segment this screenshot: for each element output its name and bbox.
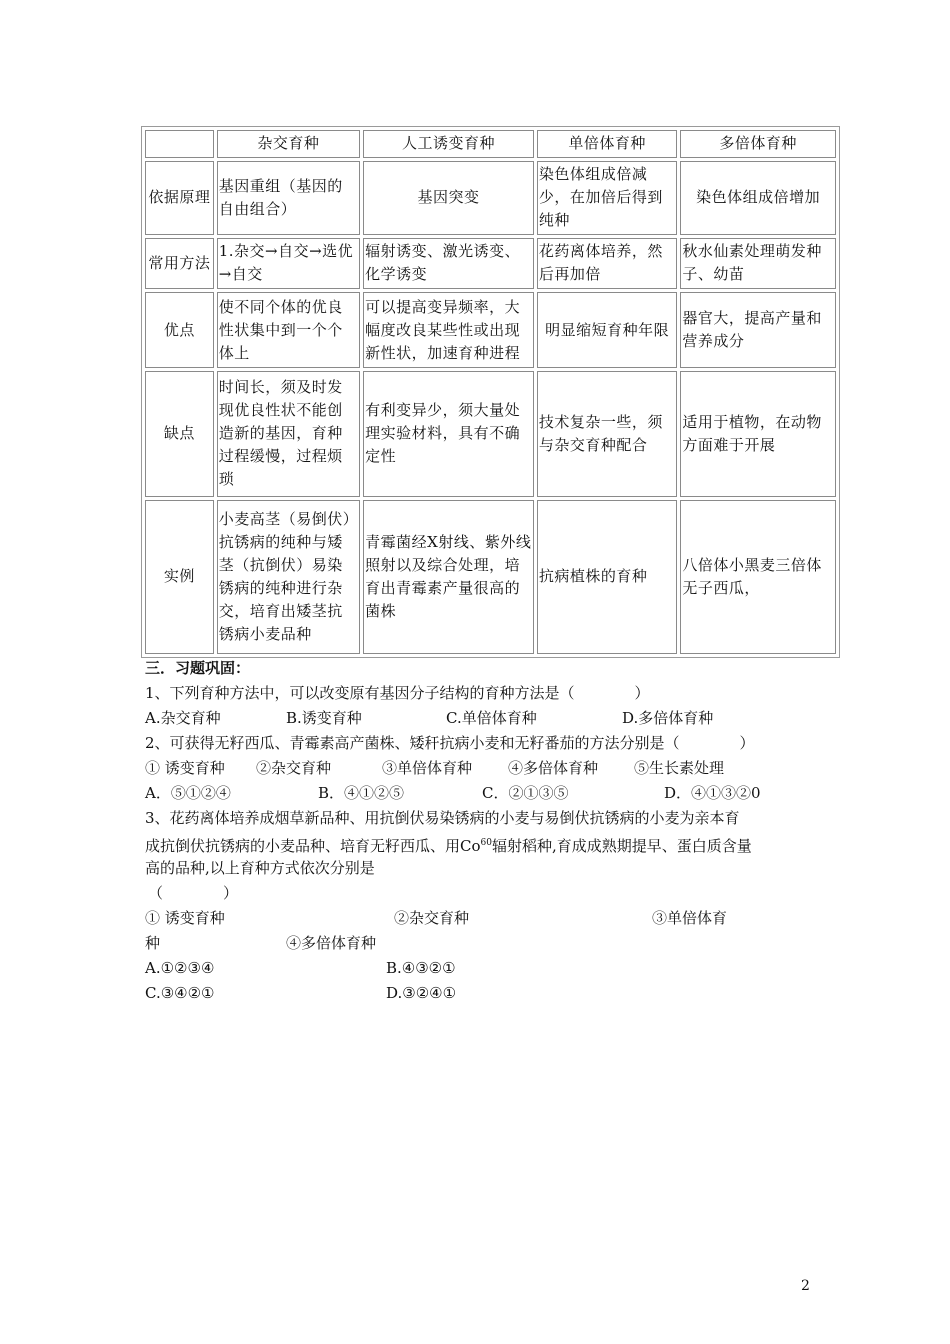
table-cell: 青霉菌经X射线、紫外线照射以及综合处理，培育出青霉素产量很高的菌株 [363,500,534,654]
q1-option-a: A.杂交育种 [145,709,221,727]
table-cell: 秋水仙素处理萌发种子、幼苗 [680,238,836,289]
table-header-cell: 人工诱变育种 [363,130,534,158]
section-title: 三．习题巩固： [145,659,251,677]
question-3-stem-line1: 3、花药离体培养成烟草新品种、用抗倒伏易染锈病的小麦与易倒伏抗锈病的小麦为亲本育 [145,809,740,827]
table-cell: 辐射诱变、激光诱变、化学诱变 [363,238,534,289]
q2-option-c: C．②①③⑤ [482,784,569,802]
table-cell: 基因重组（基因的自由组合） [217,161,360,235]
q3-method-3: ③单倍体育 [652,909,728,927]
q3-method-4: ④多倍体育种 [286,934,377,952]
q1-option-c: C.单倍体育种 [446,709,537,727]
superscript: 60 [480,838,492,848]
row-label: 常用方法 [145,238,214,289]
q1-option-d: D.多倍体育种 [622,709,714,727]
table-cell: 使不同个体的优良性状集中到一个个体上 [217,292,360,368]
q3-option-d: D.③②④① [386,984,457,1002]
table-header-row [145,130,836,158]
answer-parentheses: （ ） [148,884,239,902]
q3-method-1: ① 诱变育种 [145,909,225,927]
table-cell: 时间长，须及时发现优良性状不能创造新的基因，育种过程缓慢，过程烦琐 [217,371,360,496]
q3-method-2: ②杂交育种 [394,909,470,927]
table-cell: 器官大，提高产量和营养成分 [680,292,836,368]
table-cell: 抗病植株的育种 [537,500,677,654]
page-number: 2 [801,1278,810,1294]
table-cell: 染色体组成倍减少，在加倍后得到纯种 [537,161,677,235]
row-label: 优点 [145,292,214,368]
q2-option-a: A．⑤①②④ [145,784,231,802]
table-cell: 明显缩短育种年限 [537,292,677,368]
table-cell: 适用于植物，在动物方面难于开展 [680,371,836,496]
table-cell: 1.杂交→自交→选优→自交 [217,238,360,289]
q2-method: ②杂交育种 [256,759,332,777]
stem-text: 辐射稻种,育成成熟期提早、蛋白质含量 [491,837,752,855]
table-cell: 基因突变 [363,161,534,235]
row-label: 缺点 [145,371,214,496]
table-header-cell: 杂交育种 [217,130,360,158]
row-label: 实例 [145,500,214,654]
table-header-cell [145,130,214,158]
q2-method: ③单倍体育种 [382,759,473,777]
q3-option-b: B.④③②① [386,959,456,977]
table-row [145,161,836,235]
question-3-stem-line3: 高的品种,以上育种方式依次分别是 [145,859,375,877]
table-cell: 染色体组成倍增加 [680,161,836,235]
table-row [145,238,836,289]
table-cell: 可以提高变异频率，大幅度改良某些性或出现新性状，加速育种进程 [363,292,534,368]
q2-method: ⑤生长素处理 [634,759,725,777]
question-1-stem: 1、下列育种方法中，可以改变原有基因分子结构的育种方法是（ ） [145,684,650,702]
table-row [145,371,836,496]
q2-option-b: B．④①②⑤ [318,784,405,802]
table-cell: 八倍体小黑麦三倍体无子西瓜， [680,500,836,654]
stem-text: 成抗倒伏抗锈病的小麦品种、培育无籽西瓜、用Co [145,837,481,855]
table-row [145,292,836,368]
table-header-cell: 多倍体育种 [680,130,836,158]
question-2-stem: 2、可获得无籽西瓜、青霉素高产菌株、矮秆抗病小麦和无籽番茄的方法分别是（ ） [145,734,755,752]
q3-method-3-cont: 种 [145,934,161,952]
q1-option-b: B.诱变育种 [286,709,362,727]
table-row [145,500,836,654]
table-cell: 小麦高茎（易倒伏）抗锈病的纯种与矮茎（抗倒伏）易染锈病的纯种进行杂交，培育出矮茎抗锈病小麦品种 [217,500,360,654]
q3-option-c: C.③④②① [145,984,215,1002]
q2-method: ④多倍体育种 [508,759,599,777]
table-cell: 花药离体培养，然后再加倍 [537,238,677,289]
table-cell: 技术复杂一些，须与杂交育种配合 [537,371,677,496]
breeding-comparison-table [141,126,840,658]
question-3-stem-line2 [145,831,752,858]
table-cell: 有利变异少，须大量处理实验材料，具有不确定性 [363,371,534,496]
row-label: 依据原理 [145,161,214,235]
q2-method: ① 诱变育种 [145,759,225,777]
q3-option-a: A.①②③④ [145,959,215,977]
q2-option-d: D．④①③②0 [664,784,761,802]
table-header-cell: 单倍体育种 [537,130,677,158]
